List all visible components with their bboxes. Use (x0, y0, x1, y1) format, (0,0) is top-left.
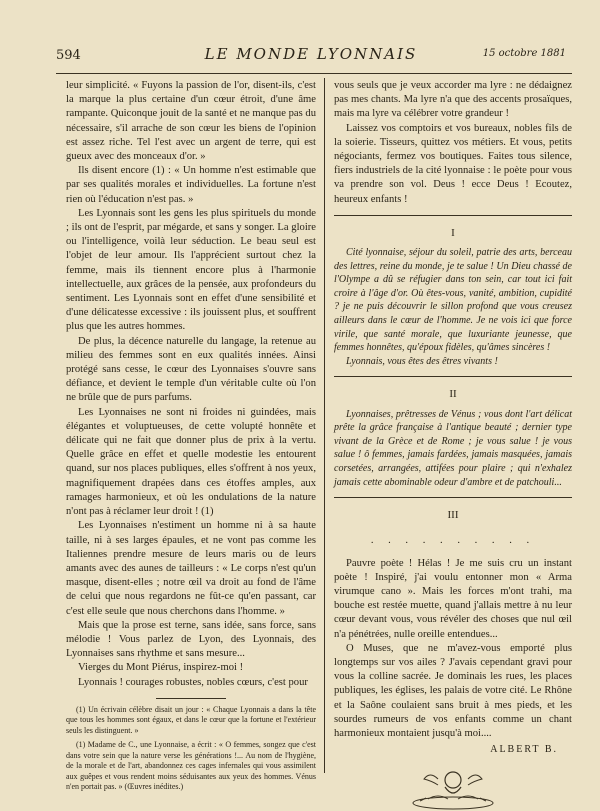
section-rule (334, 497, 572, 498)
page-header (56, 40, 566, 68)
section-2 (334, 408, 572, 490)
section-number: I (451, 226, 455, 239)
section-dots: . . . . . . . . . . (370, 535, 536, 547)
section-number: II (449, 388, 457, 401)
paragraph: vous seuls que je veux accorder ma lyre : ne dédaignez pas mes chants. Ma lyre n'a que des accents prosaïques, mais ma lyre va célébrer votre grandeur ! (334, 80, 572, 120)
section-number: III (447, 509, 459, 522)
paragraph: Laissez vos comptoirs et vos bureaux, nobles fils de la soierie. Tisseurs, quittez vos métiers. Et vous, petits négociants, fermez vos boutiques. Faites tous silence, fiers industriels de la cité lyonnaise : le poète pour vous va prendre son vol. Deus ! ecce Deus ! Ecoutez, heureux enfants ! (334, 122, 572, 205)
footnote: (1) Un écrivain célèbre disait un jour : « Chaque Lyonnais a dans la tête que tous les hommes sont égaux, et dans le cœur que la fortune et l'extérieur seuls les distinguent. » (66, 704, 316, 735)
journal-title: LE MONDE LYONNAIS (204, 45, 418, 63)
footnote-rule (156, 698, 226, 699)
paragraph: Les Lyonnaises n'estiment un homme ni à sa haute taille, ni à ses larges épaules, et ne vont pas comme les Italiennes prendre mesure de leurs maris ou de leurs amants avec des aunes de tailleurs : « Le corps n'est qu'un masque, disent-elles ; notre œil va droit au fond de l'âme de celui que nous regardons ne fût-ce qu'en passant, car c'est elle seule que nous cherchons dans l'homme. » (66, 520, 316, 617)
paragraph: Ils disent encore (1) : « Un homme n'est estimable que par ses qualités morales et individuelles. La fortune n'est rien où l'éducation n'est pas. » (66, 165, 316, 205)
page-number: 594 (56, 48, 81, 63)
paragraph: leur simplicité. « Fuyons la passion de l'or, disent-ils, c'est la marque la plus certaine d'un cœur étroit, d'une âme rampante. Quiconque jouit de la santé et ne manque pas du nécessaire, s'il arrache de son cœur les biens de l'opinion est assez riche. Tel l'est avec un argent de terre, qui est gueux avec des monceaux d'or. » (66, 80, 316, 163)
left-column (66, 79, 316, 797)
section-rule (334, 376, 572, 377)
poem-paragraph: Lyonnais, vous êtes des êtres vivants ! (346, 355, 498, 367)
paragraph: Mais que la prose est terne, sans idée, sans force, sans mélodie ! Vous parlez de Lyon, des Lyonnais, des Lyonnaises sans rhythme et sans mesure... (66, 619, 316, 660)
paragraph: Vierges du Mont Piérus, inspirez-moi ! (78, 662, 244, 674)
paragraph: O Muses, que ne m'avez-vous emporté plus longtemps sur vos ailes ? J'avais cependant gravi pour vous la colline sacrée. Je dominais les rues, les places publiques, les églises, les palais de votre cité. Le Rhône et la Saône coulaient sans bruit à mes pieds, et les sourdes rumeurs de vos enfants comme un chant harmonieux montaient jusqu'à moi.... (334, 642, 572, 739)
poem-paragraph: Cité lyonnaise, séjour du soleil, patrie des arts, berceau des lettres, reine du monde, je te salue ! Un Dieu chassé de l'Olympe a dû se réfugier dans ton sein, car tout ici fait croire à l'âge d'or. Où êtes-vous, vanité, ambition, cupidité ? je ne puis découvrir le sillon profond que vous creusez ailleurs dans le cœur de l'homme. Je ne vois ici que force virile, que santé morale, que luxuriante jeunesse, que femmes honnêtes, qu'époux fidèles, qu'âmes sincères ! (334, 247, 572, 354)
paragraph: Pauvre poète ! Hélas ! Je me suis cru un instant poète ! Inspiré, j'ai voulu entonner mon « Arma virumque cano ». Mais les forces m'ont trahi, ma bouche est restée muette, quand j'allais mettre à nu leur cœur devant vous, vous révéler des choses que nul œil n'a pénétrées, nulle oreille entendues... (334, 557, 572, 640)
footnote: (1) Madame de C., une Lyonnaise, a écrit : « O femmes, songez que c'est dans votre sein que la nature verse les générations !... Au nom de l'hygiène, de la morale et de l'art, abandonnez ces cages infernales qui vous assimilent aux guêpes et vous rendent moins séduisantes aux yeux des hommes. Vénus n'en portait pas. » (Œuvres inédites.) (66, 740, 316, 792)
poem-paragraph: Lyonnaises, prêtresses de Vénus ; vous dont l'art délicat prête la grâce française à l'antique beauté ; dernier type vivant de la Grèce et de Rome ; je vous salue ! je vous salue ! ô femmes, jamais fardées, jamais masquées, jamais corsetées, arrangées, attifées pour plaire ; qui n'exhalez jamais cette abominable odeur d'ambre et de patchouli... (334, 408, 572, 488)
paragraph: De plus, la décence naturelle du langage, la retenue au milieu des femmes sont en eux qualités innées. Ainsi protégé sans cesse, le cœur des Lyonnaises s'ouvre sans défiance, et devient le temple d'un véritable culte où l'on ne brûle que de purs parfums. (66, 335, 316, 404)
paragraph: Les Lyonnais sont les gens les plus spirituels du monde ; ils ont de l'esprit, par mégarde, et sans y songer. La gloire ou l'intelligence, voilà leur séduction. Le beau seul est l'objet de leur amour. Ils l'apprécient surtout chez la femme, mais ils tiennent encore plus à l'harmonie intellectuelle, aux grâces de la pensée, aux profondeurs du sentiment. Les Lyonnais sont en effet d'une sensibilité et d'une délicatesse excessive : ils jouissent plus, et souffrent plus que les autres hommes. (66, 207, 316, 333)
issue-date: 15 octobre 1881 (482, 48, 566, 59)
paragraph: Les Lyonnaises ne sont ni froides ni guindées, mais élégantes et voluptueuses, de cette volupté honnête et délicate qui ne fait que donner plus de prix à la vertu. Quelle grâce en effet et quelle modestie les entourent quand, sur nos places publiques, elles s'offrent à nos yeux, magnifiquement drapées dans ces étoffes amples, aux ramages harmonieux, et où les ondulations de la nature n'ont pas à réclamer leur droit ! (1) (66, 406, 316, 518)
signature: ALBERT B. (490, 744, 558, 756)
header-rule (56, 73, 572, 74)
section-rule (334, 215, 572, 216)
paragraph: Lyonnais ! courages robustes, nobles cœurs, c'est pour (78, 676, 308, 688)
right-column (334, 79, 572, 811)
cherub-vignette-icon (408, 765, 498, 811)
column-divider (324, 78, 325, 773)
section-1 (334, 246, 572, 368)
footnotes (66, 705, 316, 793)
